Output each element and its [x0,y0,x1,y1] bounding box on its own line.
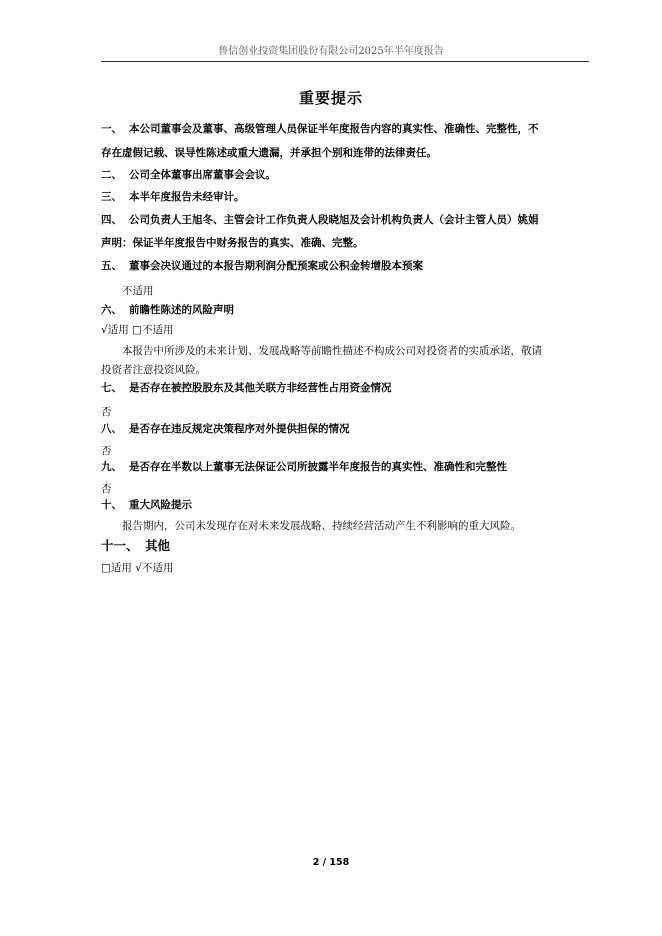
item-11-number: 十一、 [101,538,139,553]
item-2-heading [101,167,276,182]
item-4-heading [101,212,539,227]
item-1-line-1: 本公司董事会及董事、高级管理人员保证半年度报告内容的真实性、准确性、完整性，不 [129,123,539,135]
item-5-number: 五、 [101,260,122,272]
item-9-number: 九、 [101,461,122,473]
item-8-line-1: 是否存在违反规定决策程序对外提供担保的情况 [129,423,350,435]
item-6-checkbox-status: √适用 □不适用 [101,324,174,336]
item-5-body: 不适用 [122,285,154,297]
page-title: 重要提示 [298,89,363,107]
item-11-line-1: 其他 [145,538,171,553]
item-1-number: 一、 [101,123,122,135]
item-7-number: 七、 [101,382,122,394]
item-6-number: 六、 [101,304,122,316]
item-8-number: 八、 [101,423,122,435]
page-number: 2 / 158 [312,857,350,868]
item-9-answer: 否 [101,483,112,495]
item-5-line-1: 董事会决议通过的本报告期利润分配预案或公积金转增股本预案 [129,260,423,272]
item-1-line-2: 存在虚假记载、误导性陈述或重大遗漏，并承担个别和连带的法律责任。 [101,147,437,159]
item-7-heading [101,380,392,395]
item-4-line-2: 声明：保证半年度报告中财务报告的真实、准确、完整。 [101,237,364,249]
item-8-heading [101,421,350,436]
item-3-number: 三、 [101,191,122,203]
item-11-checkbox-status: □适用 √不适用 [101,562,174,574]
item-6-line-1: 前瞻性陈述的风险声明 [129,304,234,316]
item-2-line-1: 公司全体董事出席董事会会议。 [129,169,276,181]
item-5-heading [101,258,423,273]
running-header: 鲁信创业投资集团股份有限公司2025年半年度报告 [218,46,444,57]
item-10-body: 报告期内，公司未发现存在对未来发展战略、持续经营活动产生不利影响的重大风险。 [122,520,521,532]
item-9-line-1: 是否存在半数以上董事无法保证公司所披露半年度报告的真实性、准确性和完整性 [129,461,507,473]
item-1-heading [101,121,539,136]
item-6-body-line-1: 本报告中所涉及的未来计划、发展战略等前瞻性描述不构成公司对投资者的实质承诺，敬请 [122,345,542,357]
header-divider [101,61,589,62]
item-6-body-line-2: 投资者注意投资风险。 [101,364,206,376]
item-7-answer: 否 [101,406,112,418]
item-9-heading [101,459,507,474]
item-10-number: 十、 [101,499,122,511]
item-4-line-1: 公司负责人王旭冬、主管会计工作负责人段晓旭及会计机构负责人（会计主管人员）姚娟 [129,214,539,226]
item-3-line-1: 本半年度报告未经审计。 [129,191,245,203]
item-11-heading [101,536,170,554]
item-4-number: 四、 [101,214,122,226]
item-7-line-1: 是否存在被控股股东及其他关联方非经营性占用资金情况 [129,382,392,394]
item-8-answer: 否 [101,445,112,457]
item-6-heading [101,302,234,317]
item-10-heading [101,497,192,512]
item-10-line-1: 重大风险提示 [129,499,192,511]
item-3-heading [101,189,245,204]
item-2-number: 二、 [101,169,122,181]
